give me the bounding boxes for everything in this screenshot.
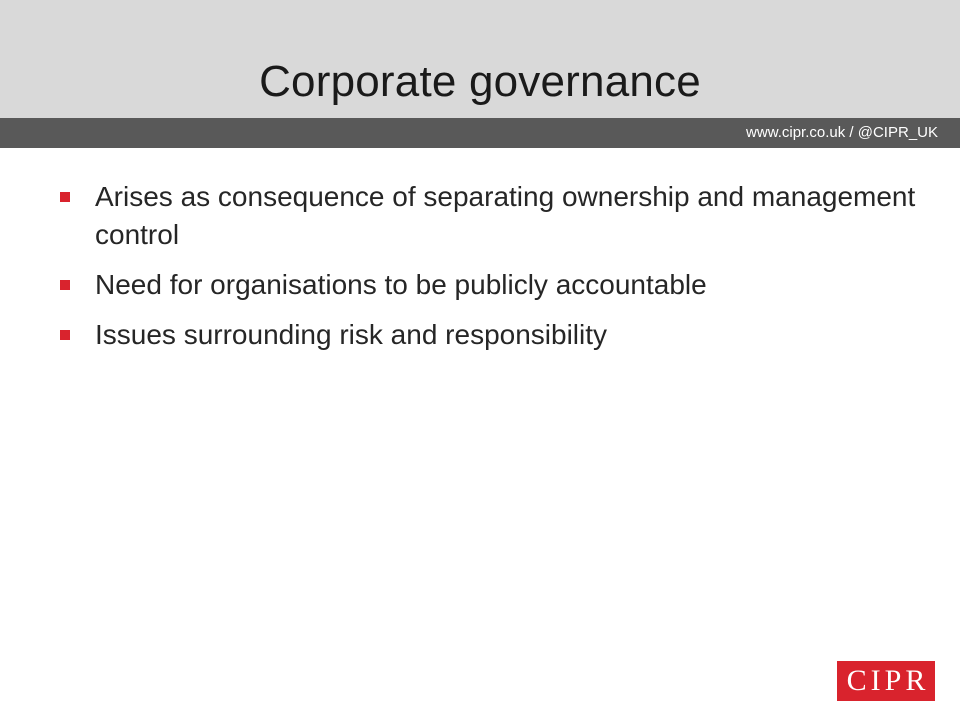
bullet-text: Issues surrounding risk and responsibility	[95, 319, 608, 350]
bullet-item	[58, 178, 918, 254]
cipr-logo: CIPR	[837, 661, 935, 701]
bullet-item	[58, 316, 918, 354]
square-bullet-icon	[60, 330, 70, 340]
bullet-list	[58, 178, 918, 366]
bullet-text: Arises as consequence of separating ownership and management control	[95, 181, 916, 250]
slide-title: Corporate governance	[259, 57, 701, 106]
square-bullet-icon	[60, 280, 70, 290]
bullet-item	[58, 266, 918, 304]
url-band	[0, 118, 960, 148]
square-bullet-icon	[60, 192, 70, 202]
cipr-url: www.cipr.co.uk / @CIPR_UK	[746, 124, 938, 141]
bullet-text: Need for organisations to be publicly accountable	[95, 269, 707, 300]
